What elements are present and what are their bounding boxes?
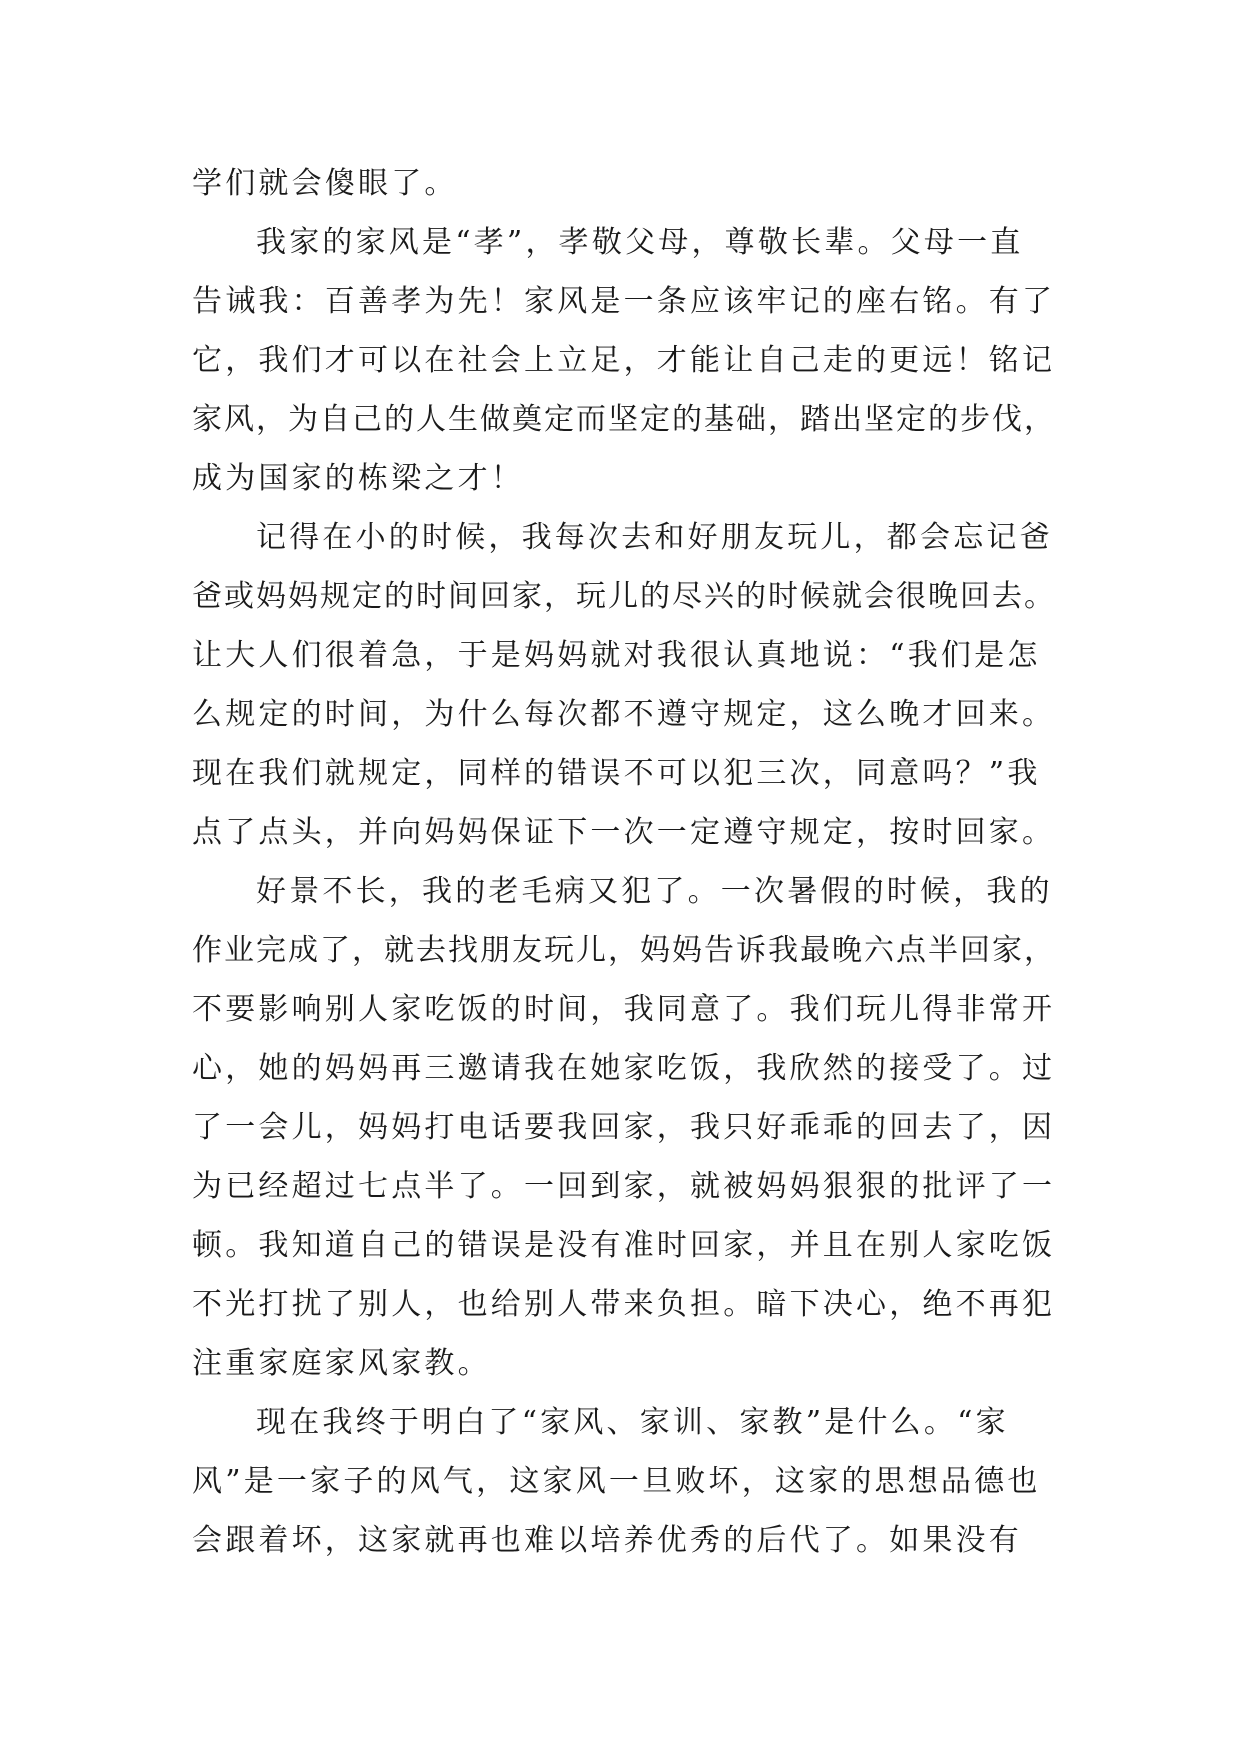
text-line: 会跟着坏，这家就再也难以培养优秀的后代了。如果没有: [192, 1523, 1022, 1558]
text-line: 风”是一家子的风气，这家风一旦败坏，这家的思想品德也: [192, 1464, 1041, 1499]
text-line: 不光打扰了别人，也给别人带来负担。暗下决心，绝不再犯: [192, 1287, 1056, 1322]
text-line: 让大人们很着急，于是妈妈就对我很认真地说：“我们是怎: [192, 638, 1041, 673]
text-line: 了一会儿，妈妈打电话要我回家，我只好乖乖的回去了，因: [192, 1110, 1056, 1145]
document-body: [192, 154, 1060, 1570]
text-line: 心，她的妈妈再三邀请我在她家吃饭，我欣然的接受了。过: [192, 1051, 1056, 1086]
text-line: 成为国家的栋梁之才！: [192, 461, 524, 496]
text-line: 记得在小的时候，我每次去和好朋友玩儿，都会忘记爸: [256, 520, 1053, 555]
text-line: 么规定的时间，为什么每次都不遵守规定，这么晚才回来。: [192, 697, 1056, 732]
text-line: 现在我们就规定，同样的错误不可以犯三次，同意吗？”我: [192, 756, 1041, 791]
text-line: 我家的家风是“孝”，孝敬父母，尊敬长辈。父母一直: [256, 225, 1024, 260]
text-line: 家风，为自己的人生做奠定而坚定的基础，踏出坚定的步伐，: [192, 402, 1056, 437]
text-line: 作业完成了，就去找朋友玩儿，妈妈告诉我最晚六点半回家，: [192, 933, 1056, 968]
text-line: 学们就会傻眼了。: [192, 166, 458, 201]
text-line: 好景不长，我的老毛病又犯了。一次暑假的时候，我的: [256, 874, 1053, 909]
text-line: 注重家庭家风家教。: [192, 1346, 491, 1381]
text-line: 现在我终于明白了“家风、家训、家教”是什么。“家: [256, 1405, 1009, 1440]
text-line: 为已经超过七点半了。一回到家，就被妈妈狠狠的批评了一: [192, 1169, 1056, 1204]
text-line: 爸或妈妈规定的时间回家，玩儿的尽兴的时候就会很晚回去。: [192, 579, 1056, 614]
text-line: 不要影响别人家吃饭的时间，我同意了。我们玩儿得非常开: [192, 992, 1056, 1027]
text-line: 告诫我：百善孝为先！家风是一条应该牢记的座右铭。有了: [192, 284, 1056, 319]
text-line: 它，我们才可以在社会上立足，才能让自己走的更远！铭记: [192, 343, 1056, 378]
text-line: 顿。我知道自己的错误是没有准时回家，并且在别人家吃饭: [192, 1228, 1056, 1263]
text-line: 点了点头，并向妈妈保证下一次一定遵守规定，按时回家。: [192, 815, 1056, 850]
